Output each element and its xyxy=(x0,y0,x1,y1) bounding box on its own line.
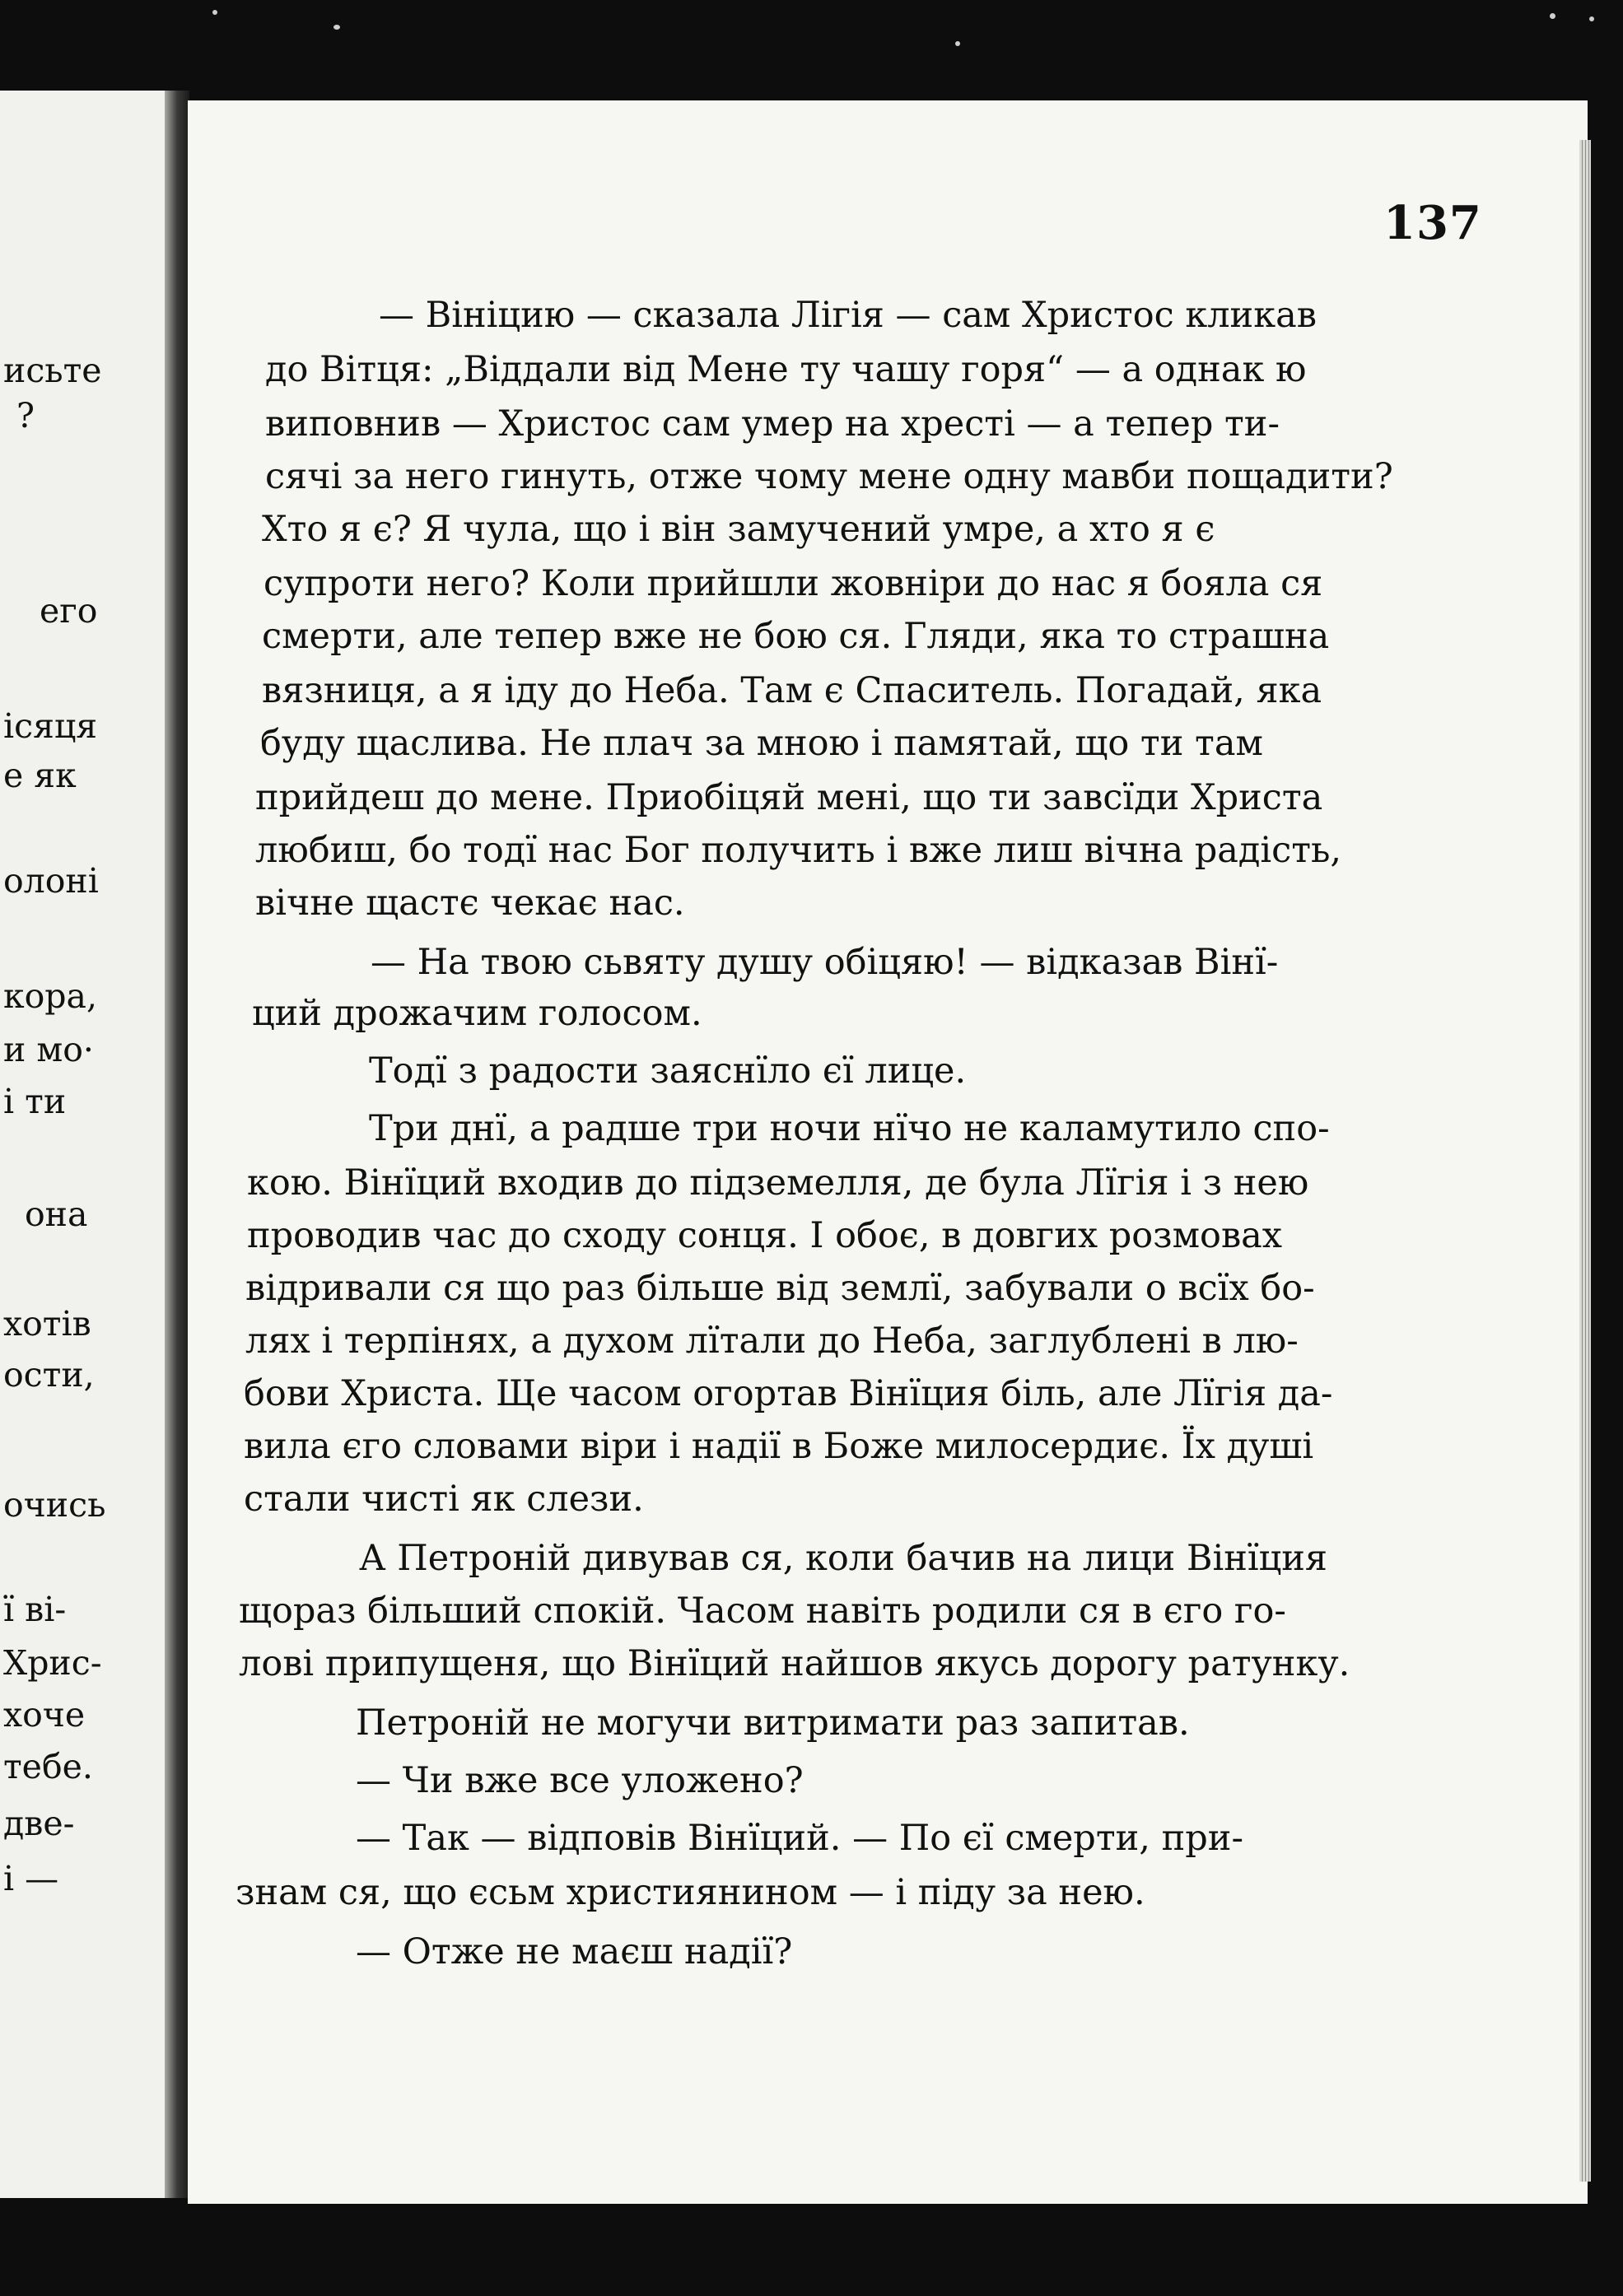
text-line: — На твою сьвяту душу обіцяю! — відказав Вінї- xyxy=(371,942,1279,983)
left-fragment: Хрис- xyxy=(3,1643,102,1683)
text-line: любиш, бо тодї нас Бог получить і вже лиш вічна радість, xyxy=(255,830,1342,871)
text-line: сячі за него гинуть, отже чому мене одну мавби пощадити? xyxy=(265,456,1393,497)
left-fragment: его xyxy=(40,591,98,631)
left-fragment: две- xyxy=(3,1804,75,1843)
text-line: прийдеш до мене. Приобіцяй мені, що ти завсїди Христа xyxy=(255,777,1323,818)
left-fragment: тебе. xyxy=(3,1747,93,1786)
page-stack-edge xyxy=(1579,140,1591,2182)
text-line: лові припущеня, що Вінїций найшов якусь дорогу ратунку. xyxy=(239,1643,1350,1684)
text-line: Хто я є? Я чула, що і він замучений умре, а хто я є xyxy=(262,509,1215,550)
text-line: до Вітця: „Віддали від Мене ту чашу горя“ — а однак ю xyxy=(265,349,1307,390)
text-line: проводив час до сходу сонця. І обоє, в довгих розмовах xyxy=(247,1215,1283,1256)
text-line: — Так — відповів Вінїций. — По єї смерти, при- xyxy=(356,1818,1243,1859)
left-fragment: кора, xyxy=(3,976,98,1016)
text-line: вила єго словами віри і надії в Боже милосердиє. Їх душі xyxy=(244,1426,1314,1467)
text-line: ций дрожачим голосом. xyxy=(252,993,702,1034)
dust-speck xyxy=(955,41,960,46)
left-fragment: олоні xyxy=(3,861,99,901)
text-line: лях і терпінях, а духом лїтали до Неба, заглублені в лю- xyxy=(245,1320,1299,1362)
text-line: Петроній не могучи витримати раз запитав. xyxy=(356,1702,1190,1744)
left-fragment: і ти xyxy=(3,1082,67,1121)
dust-speck xyxy=(333,25,340,30)
text-line: кою. Вінїций входив до підземелля, де була Лїгія і з нею xyxy=(247,1162,1309,1204)
page-number: 137 xyxy=(1383,196,1482,250)
left-fragment: хотів xyxy=(3,1304,91,1344)
left-fragment: хоче xyxy=(3,1695,86,1735)
left-fragment: и мо· xyxy=(3,1030,94,1069)
text-line: бови Христа. Ще часом огортав Вінїция біль, але Лїгія да- xyxy=(244,1373,1333,1414)
text-line: вічне щастє чекає нас. xyxy=(255,883,685,924)
left-fragment: исьте xyxy=(3,351,102,390)
text-line: щораз більший спокій. Часом навіть родили ся в єго го- xyxy=(239,1590,1286,1632)
text-line: — Вініцию — сказала Лігія — сам Христос кликав xyxy=(379,295,1317,336)
left-fragment: она xyxy=(25,1195,88,1234)
left-fragment: ости, xyxy=(3,1355,95,1395)
dust-speck xyxy=(212,10,217,15)
left-fragment: ісяця xyxy=(3,706,98,746)
dust-speck xyxy=(1550,13,1555,19)
left-fragment: ? xyxy=(16,396,35,435)
text-line: знам ся, що єсьм християнином — і піду за нею. xyxy=(236,1872,1145,1913)
text-line: Три днї, а радше три ночи нїчо не каламутило спо- xyxy=(369,1108,1330,1149)
text-line: супроти него? Коли прийшли жовніри до нас я бояла ся xyxy=(264,563,1323,604)
text-line: виповнив — Христос сам умер на хресті — а тепер ти- xyxy=(265,403,1280,445)
text-line: А Петроній дивував ся, коли бачив на лици Вінїция xyxy=(359,1538,1328,1579)
text-line: Тодї з радости заяснїло єї лице. xyxy=(369,1050,967,1092)
text-line: відривали ся що раз більше від землї, забували о всїх бо- xyxy=(245,1268,1315,1309)
text-line: стали чисті як слези. xyxy=(244,1479,644,1520)
text-line: буду щаслива. Не плач за мною і памятай, що ти там xyxy=(260,723,1263,764)
left-fragment: е як xyxy=(3,756,77,795)
left-fragment: ї ві- xyxy=(3,1590,67,1629)
text-line: — Отже не маєш надії? xyxy=(356,1931,793,1972)
text-line: вязниця, а я іду до Неба. Там є Спаситель. Погадай, яка xyxy=(262,670,1322,711)
left-fragment: очись xyxy=(3,1485,106,1525)
text-line: — Чи вже все уложено? xyxy=(356,1760,804,1801)
dust-speck xyxy=(1589,16,1594,21)
book-gutter xyxy=(165,91,189,2198)
text-line: смерти, але тепер вже не бою ся. Гляди, яка то страшна xyxy=(262,616,1330,657)
left-fragment: і — xyxy=(3,1859,59,1898)
